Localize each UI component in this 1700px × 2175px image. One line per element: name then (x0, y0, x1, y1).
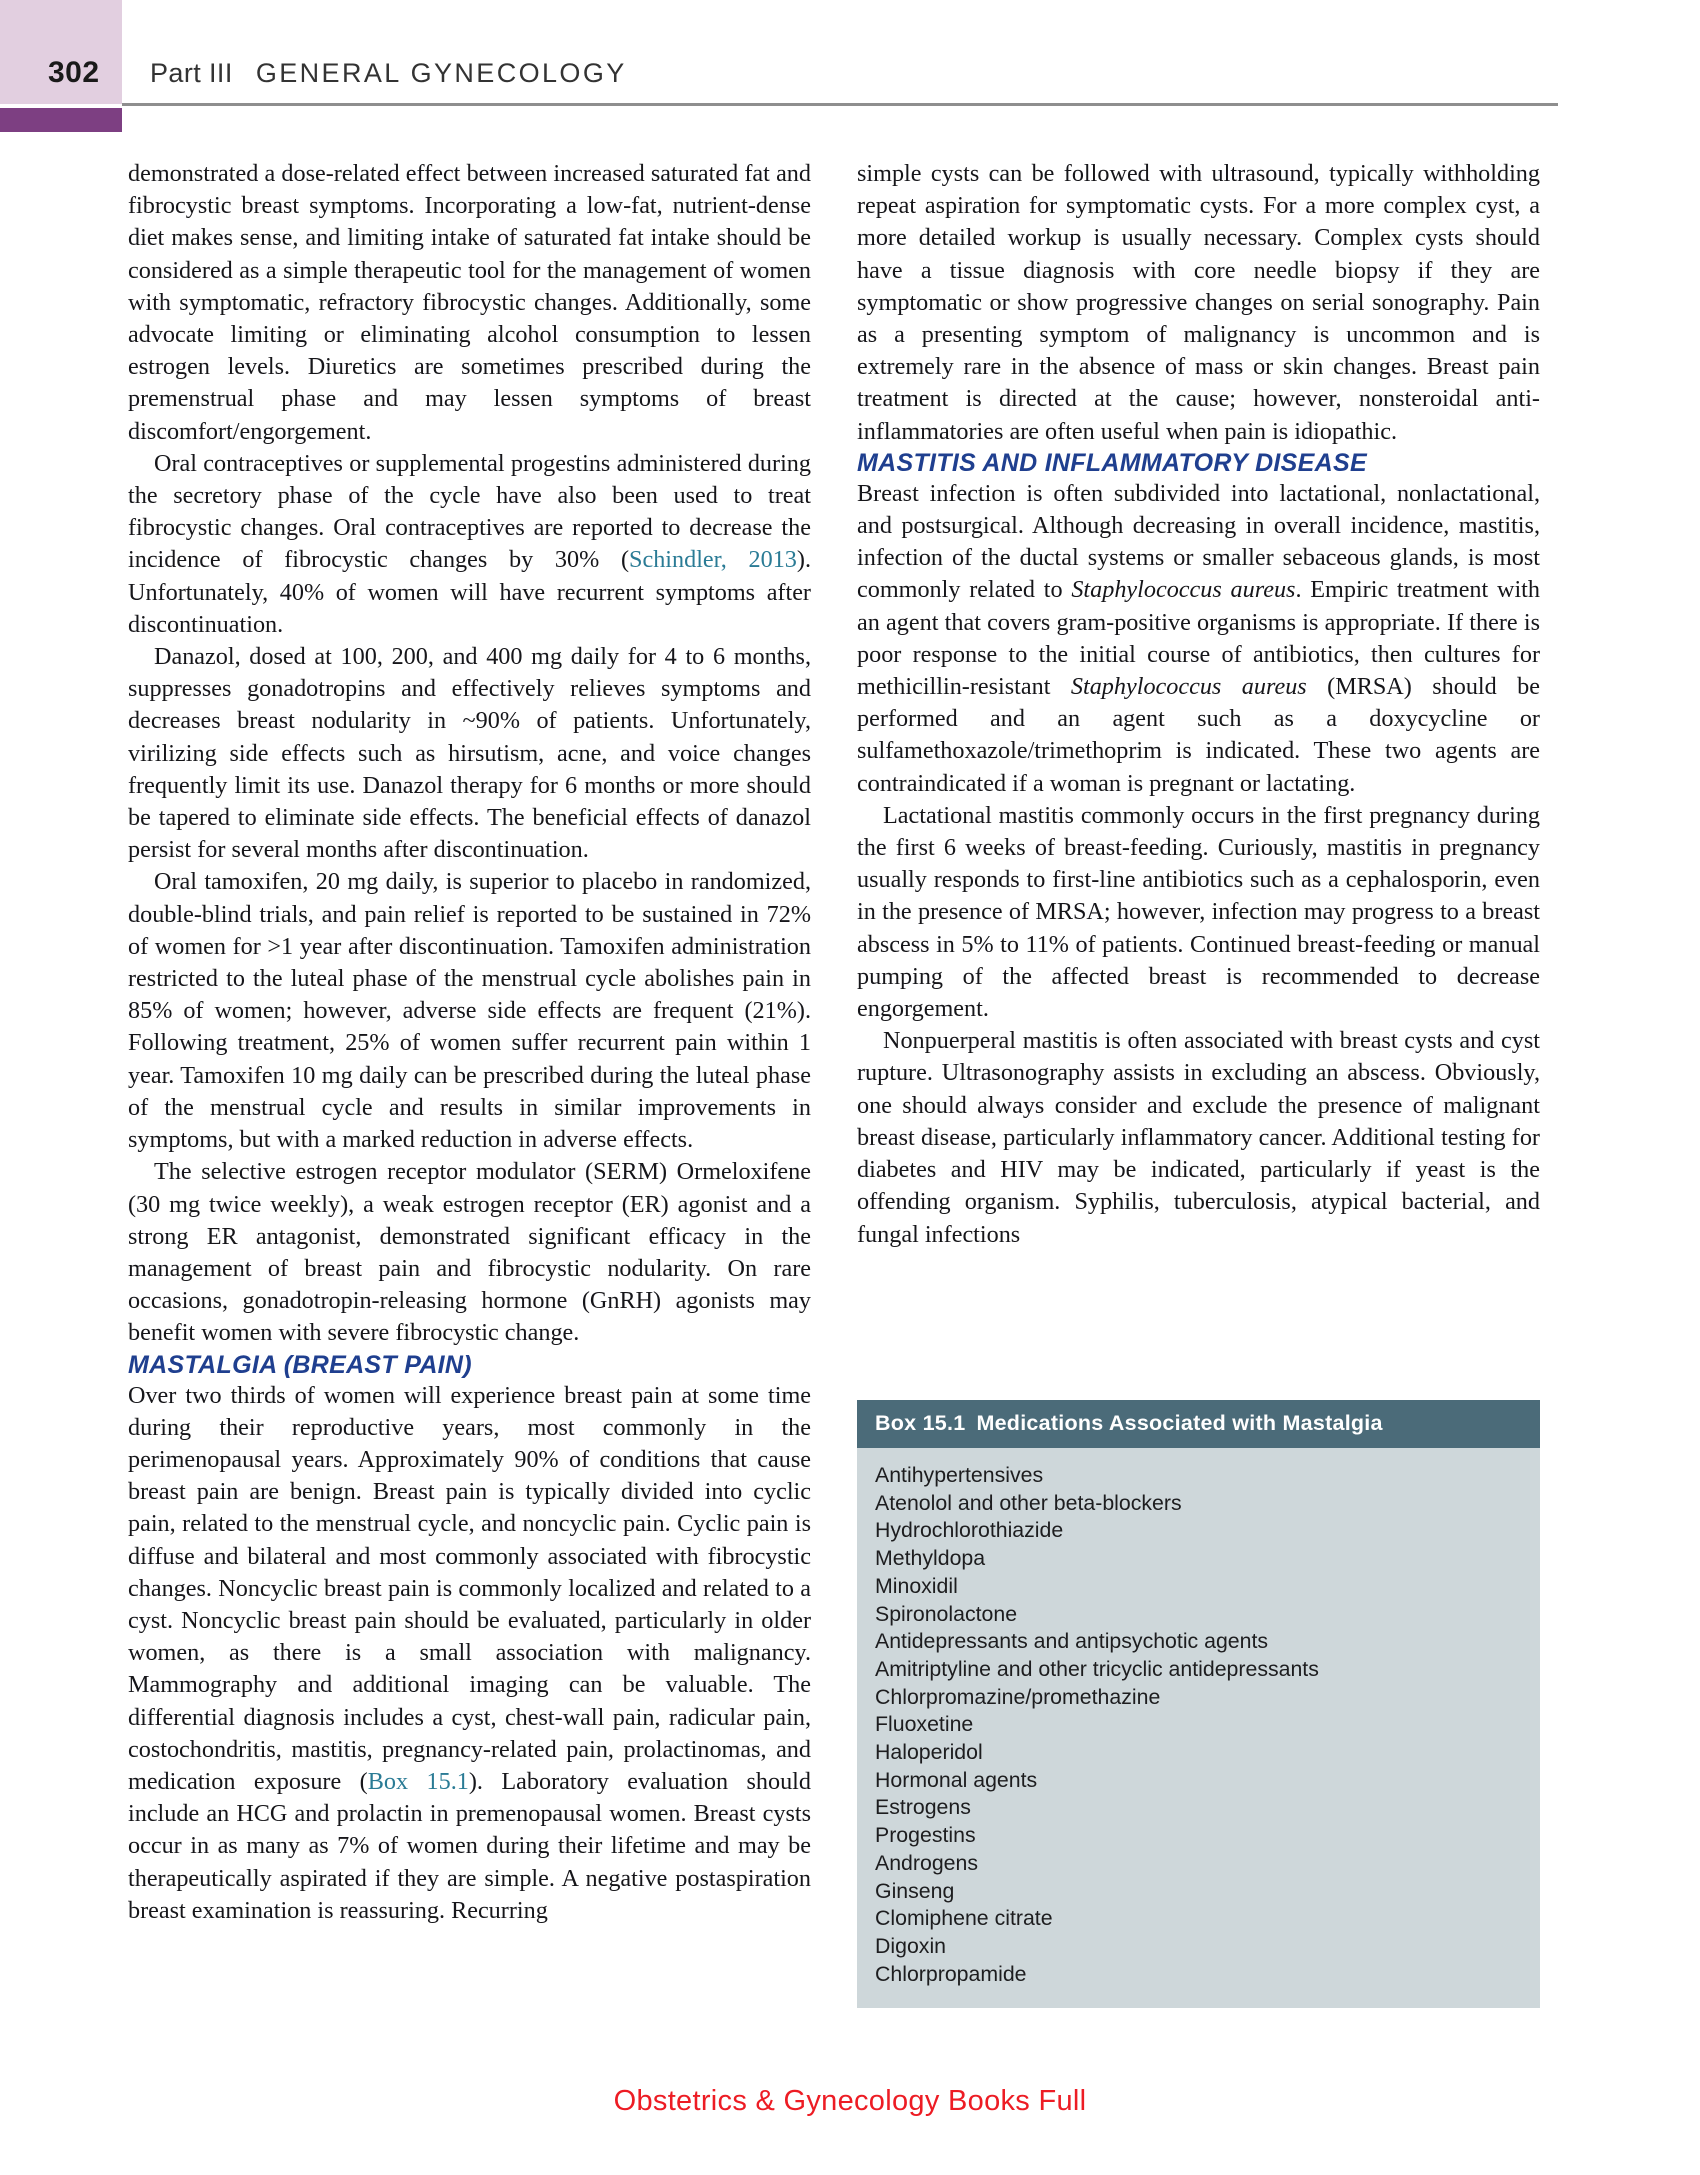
left-paragraph: The selective estrogen receptor modulator (SERM) Ormeloxifene (30 mg twice weekly), a weak estrogen receptor (ER) agonist and a strong ER antagonist, demonstrated significant efficacy in the management of breast pain and fibrocystic nodularity. On rare occasions, gonadotropin-releasing hormone (GnRH) agonists may benefit women with severe fibrocystic change. (128, 1158, 811, 1347)
box-list-item: Progestins (875, 1823, 976, 1848)
box-list-item: Fluoxetine (875, 1712, 974, 1737)
box-list-item: Estrogens (875, 1795, 971, 1820)
mastitis-heading: MASTITIS AND INFLAMMATORY DISEASE (857, 448, 1367, 477)
left-paragraph: Over two thirds of women will experience breast pain at some time during their reproductive years, most commonly in the perimenopausal years. Approximately 90% of conditions that cause breast pain are benign. Breast pain is typically divided into cyclic pain, related to the menstrual cycle, and noncyclic pain. Cyclic pain is diffuse and bilateral and most commonly associated with fibrocystic changes. Noncyclic breast pain is commonly localized and related to a cyst. Noncyclic breast pain should be evaluated, particularly in older women, as there is a small association with malignancy. Mammography and additional imaging can be valuable. The differential diagnosis includes a cyst, chest-wall pain, radicular pain, costochondritis, mastitis, pregnancy-related pain, prolactinomas, and medication exposure (Box 15.1). Laboratory evaluation should include an HCG and prolactin in premenopausal women. Breast cysts occur in as many as 7% of women during their lifetime and may be therapeutically aspirated if they are simple. A negative postaspiration breast examination is reassuring. Recurring (128, 1381, 811, 1924)
box-body (857, 1448, 1540, 2008)
page-number: 302 (48, 56, 100, 89)
cross-reference-link[interactable]: Box 15.1 (367, 1767, 469, 1795)
box-list-item: Hormonal agents (875, 1767, 1038, 1792)
right-column (857, 158, 1540, 1251)
box-list-item: Ginseng (875, 1878, 955, 1903)
box-list-item: Haloperidol (875, 1740, 983, 1765)
box-title: Medications Associated with Mastalgia (976, 1411, 1383, 1435)
right-paragraph: simple cysts can be followed with ultrasound, typically withholding repeat aspiration for symptomatic cysts. For a more complex cyst, a more detailed workup is usually necessary. Complex cysts should have a tissue diagnosis with core needle biopsy if they are symptomatic or show progressive changes on serial sonography. Pain as a presenting symptom of malignancy is uncommon and is extremely rare in the absence of mass or skin changes. Breast pain treatment is directed at the cause; however, nonsteroidal anti-inflammatories are often useful when pain is idiopathic. (857, 160, 1540, 445)
running-head (150, 58, 627, 89)
box-list-item: Clomiphene citrate (875, 1906, 1053, 1931)
box-list-item: Amitriptyline and other tricyclic antidepressants (875, 1656, 1319, 1681)
left-paragraph: Oral contraceptives or supplemental progestins administered during the secretory phase of the cycle have also been used to treat fibrocystic changes. Oral contraceptives are reported to decrease the incidence of fibrocystic changes by 30% (Schindler, 2013). Unfortunately, 40% of women will have recurrent symptoms after discontinuation. (128, 449, 811, 638)
right-paragraph: Nonpuerperal mastitis is often associated with breast cysts and cyst rupture. Ultrasonography assists in excluding an abscess. Obviously, one should always consider and exclude the presence of malignant breast disease, particularly inflammatory cancer. Additional testing for diabetes and HIV may be indicated, particularly if yeast is the offending organism. Syphilis, tuberculosis, atypical bacterial, and fungal infections (857, 1027, 1540, 1248)
italic-term: Staphylococcus aureus (1070, 673, 1307, 701)
box-list-item: Antidepressants and antipsychotic agents (875, 1629, 1269, 1654)
box-list-item: Digoxin (875, 1933, 947, 1958)
italic-term: Staphylococcus aureus (1071, 576, 1296, 604)
box-list-item: Spironolactone (875, 1601, 1018, 1626)
footer-watermark: Obstetrics & Gynecology Books Full (613, 2085, 1087, 2117)
box-15-1 (857, 1400, 1540, 2008)
left-paragraph: Danazol, dosed at 100, 200, and 400 mg daily for 4 to 6 months, suppresses gonadotropins and effectively relieves symptoms and decreases breast nodularity in ~90% of patients. Unfortunately, virilizing side effects such as hirsutism, acne, and voice changes frequently limit its use. Danazol therapy for 6 months or more should be tapered to eliminate side effects. The beneficial effects of danazol persist for several months after discontinuation. (128, 643, 811, 864)
box-header (857, 1400, 1540, 1448)
left-column (128, 158, 811, 1927)
right-paragraph: Breast infection is often subdivided into lactational, nonlactational, and postsurgical. Although decreasing in overall incidence, mastitis, infection of the ductal systems or smaller sebaceous glands, is most commonly related to Staphylococcus aureus. Empiric treatment with an agent that covers gram-positive organisms is appropriate. If there is poor response to the initial course of antibiotics, then cultures for methicillin-resistant Staphylococcus aureus (MRSA) should be performed and an agent such as a doxycycline or sulfamethoxazole/trimethoprim is indicated. These two agents are contraindicated if a woman is pregnant or lactating. (857, 479, 1540, 797)
header-rule (122, 103, 1558, 106)
box-list-item: Minoxidil (875, 1573, 958, 1598)
box-list-item: Chlorpropamide (875, 1961, 1027, 1986)
cross-reference-link[interactable]: Schindler, 2013 (629, 546, 797, 574)
box-list-item: Methyldopa (875, 1546, 986, 1571)
mastalgia-heading: MASTALGIA (BREAST PAIN) (128, 1350, 472, 1379)
box-label: Box 15.1 (875, 1411, 966, 1435)
page-header (0, 0, 1700, 132)
box-list-item: Hydrochlorothiazide (875, 1518, 1064, 1543)
box-list-item: Androgens (875, 1850, 979, 1875)
box-list-item: Antihypertensives (875, 1463, 1044, 1487)
left-paragraph: demonstrated a dose-related effect between increased saturated fat and fibrocystic breast symptoms. Incorporating a low-fat, nutrient-dense diet makes sense, and limiting intake of saturated fat intake should be considered as a simple therapeutic tool for the management of women with symptomatic, refractory fibrocystic changes. Additionally, some advocate limiting or eliminating alcohol consumption to lessen estrogen levels. Diuretics are sometimes prescribed during the premenstrual phase and may lessen symptoms of breast discomfort/engorgement. (128, 160, 811, 445)
running-head-title: GENERAL GYNECOLOGY (255, 58, 627, 88)
box-list-item: Atenolol and other beta-blockers (875, 1490, 1182, 1515)
running-head-part: Part III (150, 58, 233, 88)
header-swatch-dark (0, 108, 122, 132)
left-paragraph: Oral tamoxifen, 20 mg daily, is superior to placebo in randomized, double-blind trials, and pain relief is reported to be sustained in 72% of women for >1 year after discontinuation. Tamoxifen administration restricted to the luteal phase of the menstrual cycle abolishes pain in 85% of women; however, adverse side effects are frequent (21%). Following treatment, 25% of women suffer recurrent pain within 1 year. Tamoxifen 10 mg daily can be prescribed during the luteal phase of the menstrual cycle and results in similar improvements in symptoms, but with a marked reduction in adverse effects. (128, 868, 811, 1154)
box-list-item: Chlorpromazine/promethazine (875, 1684, 1161, 1709)
right-paragraph: Lactational mastitis commonly occurs in the first pregnancy during the first 6 weeks of breast-feeding. Curiously, mastitis in pregnancy usually responds to first-line antibiotics such as a cephalosporin, even in the presence of MRSA; however, infection may progress to a breast abscess in 5% to 11% of patients. Continued breast-feeding or manual pumping of the affected breast is recommended to decrease engorgement. (857, 801, 1540, 1023)
